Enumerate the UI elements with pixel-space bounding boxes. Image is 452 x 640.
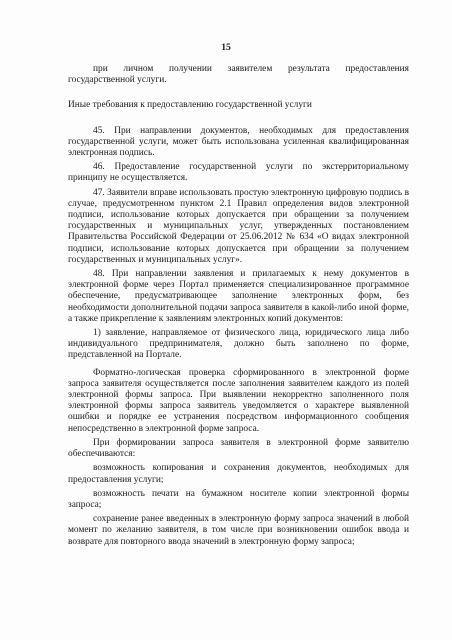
section-heading: Иные требования к предоставлению государственной услуги — [68, 100, 312, 111]
intro-paragraph: при личном получении заявителем результата предоставления государственной услуги. — [68, 64, 409, 86]
document-body — [68, 64, 409, 548]
paragraph-format-check: Форматно-логическая проверка сформированного в электронной форме запроса заявителя осуществляется после заполнения заявителем каждого из полей электронной формы запроса. При выявлении некорректно заполненного поля электронной формы запроса заявитель уведомляется о характере выявленной ошибки и порядке ее устранения посредством информационного сообщения непосредственно в электронной форме запроса. — [68, 367, 409, 434]
list-item-saving: сохранение ранее введенных в электронную форму запроса значений в любой момент по желанию заявителя, в том числе при возникновении ошибок ввода и возврате для повторного ввода значений в электронную форму запроса; — [68, 514, 409, 547]
paragraph-45: 45. При направлении документов, необходимых для предоставления государственной услуги, может быть использована усиленная квалифицированная электронная подпись. — [68, 125, 409, 159]
list-item-copying: возможность копирования и сохранения документов, необходимых для предоставления услуги; — [68, 463, 409, 485]
paragraph-47: 47. Заявители вправе использовать простую электронную цифровую подпись в случае, предусмотренном пунктом 2.1 Правил определения видов электронной подписи, использование которых допускается при обращении за получением государственных и муниципальных услуг, утвержденных постановлением Правительства Российской Федерации от 25.06.2012 № 634 «О видах электронной подписи, использование которых допускается при обращении за получением государственных и муниципальных услуг». — [68, 187, 409, 265]
paragraph-46: 46. Предоставление государственной услуги по экстерриториальному принципу не осуществляется. — [68, 162, 409, 184]
paragraph-48-item-1: 1) заявление, направляемое от физического лица, юридического лица либо индивидуального предпринимателя, должно быть заполнено по форме, представленной на Портале. — [68, 328, 409, 361]
list-item-printing: возможность печати на бумажном носителе копии электронной формы запроса; — [68, 488, 409, 510]
paragraph-provisions-intro: При формировании запроса заявителя в электронной форме заявителю обеспечиваются: — [68, 437, 409, 460]
paragraph-48: 48. При направлении заявления и прилагаемых к нему документов в электронной форме через Портал применяется специализированное программное обеспечение, предусматривающее заполнение электронных форм, без необходимости дополнительной подачи запроса заявителя в какой-либо иной форме, а также прикрепление к заявлениям электронных копий документов: — [68, 269, 409, 324]
page-number: 15 — [221, 42, 231, 53]
